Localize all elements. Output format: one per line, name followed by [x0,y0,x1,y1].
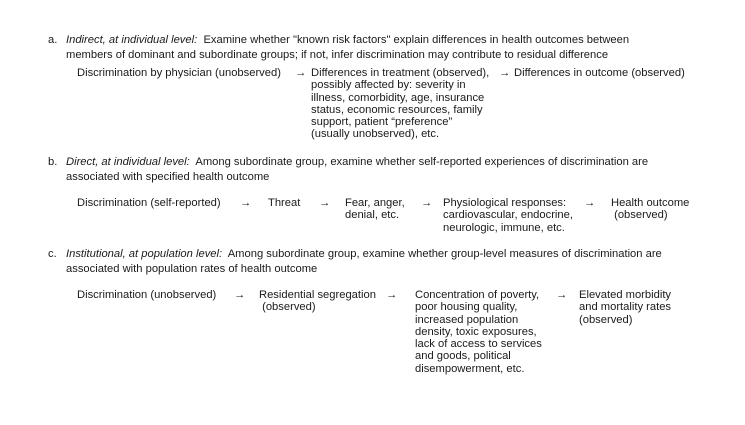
c-step-1: Discrimination (unobserved) [77,289,217,301]
arrow-icon: → [319,197,331,209]
section-c-title: Institutional, at population level: [66,248,223,260]
arrow-icon: → [421,197,433,209]
b-step-1: Discrimination (self-reported) [77,197,221,209]
section-c-heading [66,248,662,260]
arrow-icon: → [584,197,596,209]
section-b-desc-1: Among subordinate group, examine whether self-reported experiences of discrimination are [195,156,649,168]
section-c-desc-2: associated with population rates of health outcome [66,263,318,275]
a-step-2: Differences in treatment (observed), possibly affected by: severity in illness, comorbidity, age, insurance status, economic resources, family support, patient “preference” (usually unobserved), etc. [311,67,490,141]
a-step-3: Differences in outcome (observed) [514,67,685,79]
section-b-heading [66,156,648,168]
arrow-icon: → [386,289,398,301]
b-step-2: Threat [268,197,301,209]
section-a-desc-2: members of dominant and subordinate groups; if not, infer discrimination may contribute to residual difference [66,49,609,61]
section-c-desc-1: Among subordinate group, examine whether group-level measures of discrimination are [227,248,662,260]
c-step-2: Residential segregation (observed) [259,289,376,314]
section-c-marker: c. [48,248,57,260]
arrow-icon: → [499,67,511,79]
section-b-desc-2: associated with specified health outcome [66,171,270,183]
section-a-marker: a. [48,34,58,46]
a-step-1: Discrimination by physician (unobserved) [77,67,281,79]
section-a-heading [66,34,629,46]
b-step-3: Fear, anger, denial, etc. [345,197,405,222]
arrow-icon: → [295,67,307,79]
section-b-title: Direct, at individual level: [66,156,190,168]
arrow-icon: → [556,289,568,301]
section-b-marker: b. [48,156,58,168]
section-a-desc-1: Examine whether "known risk factors" explain differences in health outcomes between [203,34,630,46]
b-step-5: Health outcome (observed) [611,197,690,222]
c-step-3: Concentration of poverty, poor housing quality, increased population density, toxic exposures, lack of access to services and goods, political disempowerment, etc. [415,289,542,375]
arrow-icon: → [234,289,246,301]
b-step-4: Physiological responses: cardiovascular, endocrine, neurologic, immune, etc. [443,197,573,234]
section-a-title: Indirect, at individual level: [66,34,198,46]
c-step-4: Elevated morbidity and mortality rates (observed) [579,289,672,326]
arrow-icon: → [240,197,252,209]
